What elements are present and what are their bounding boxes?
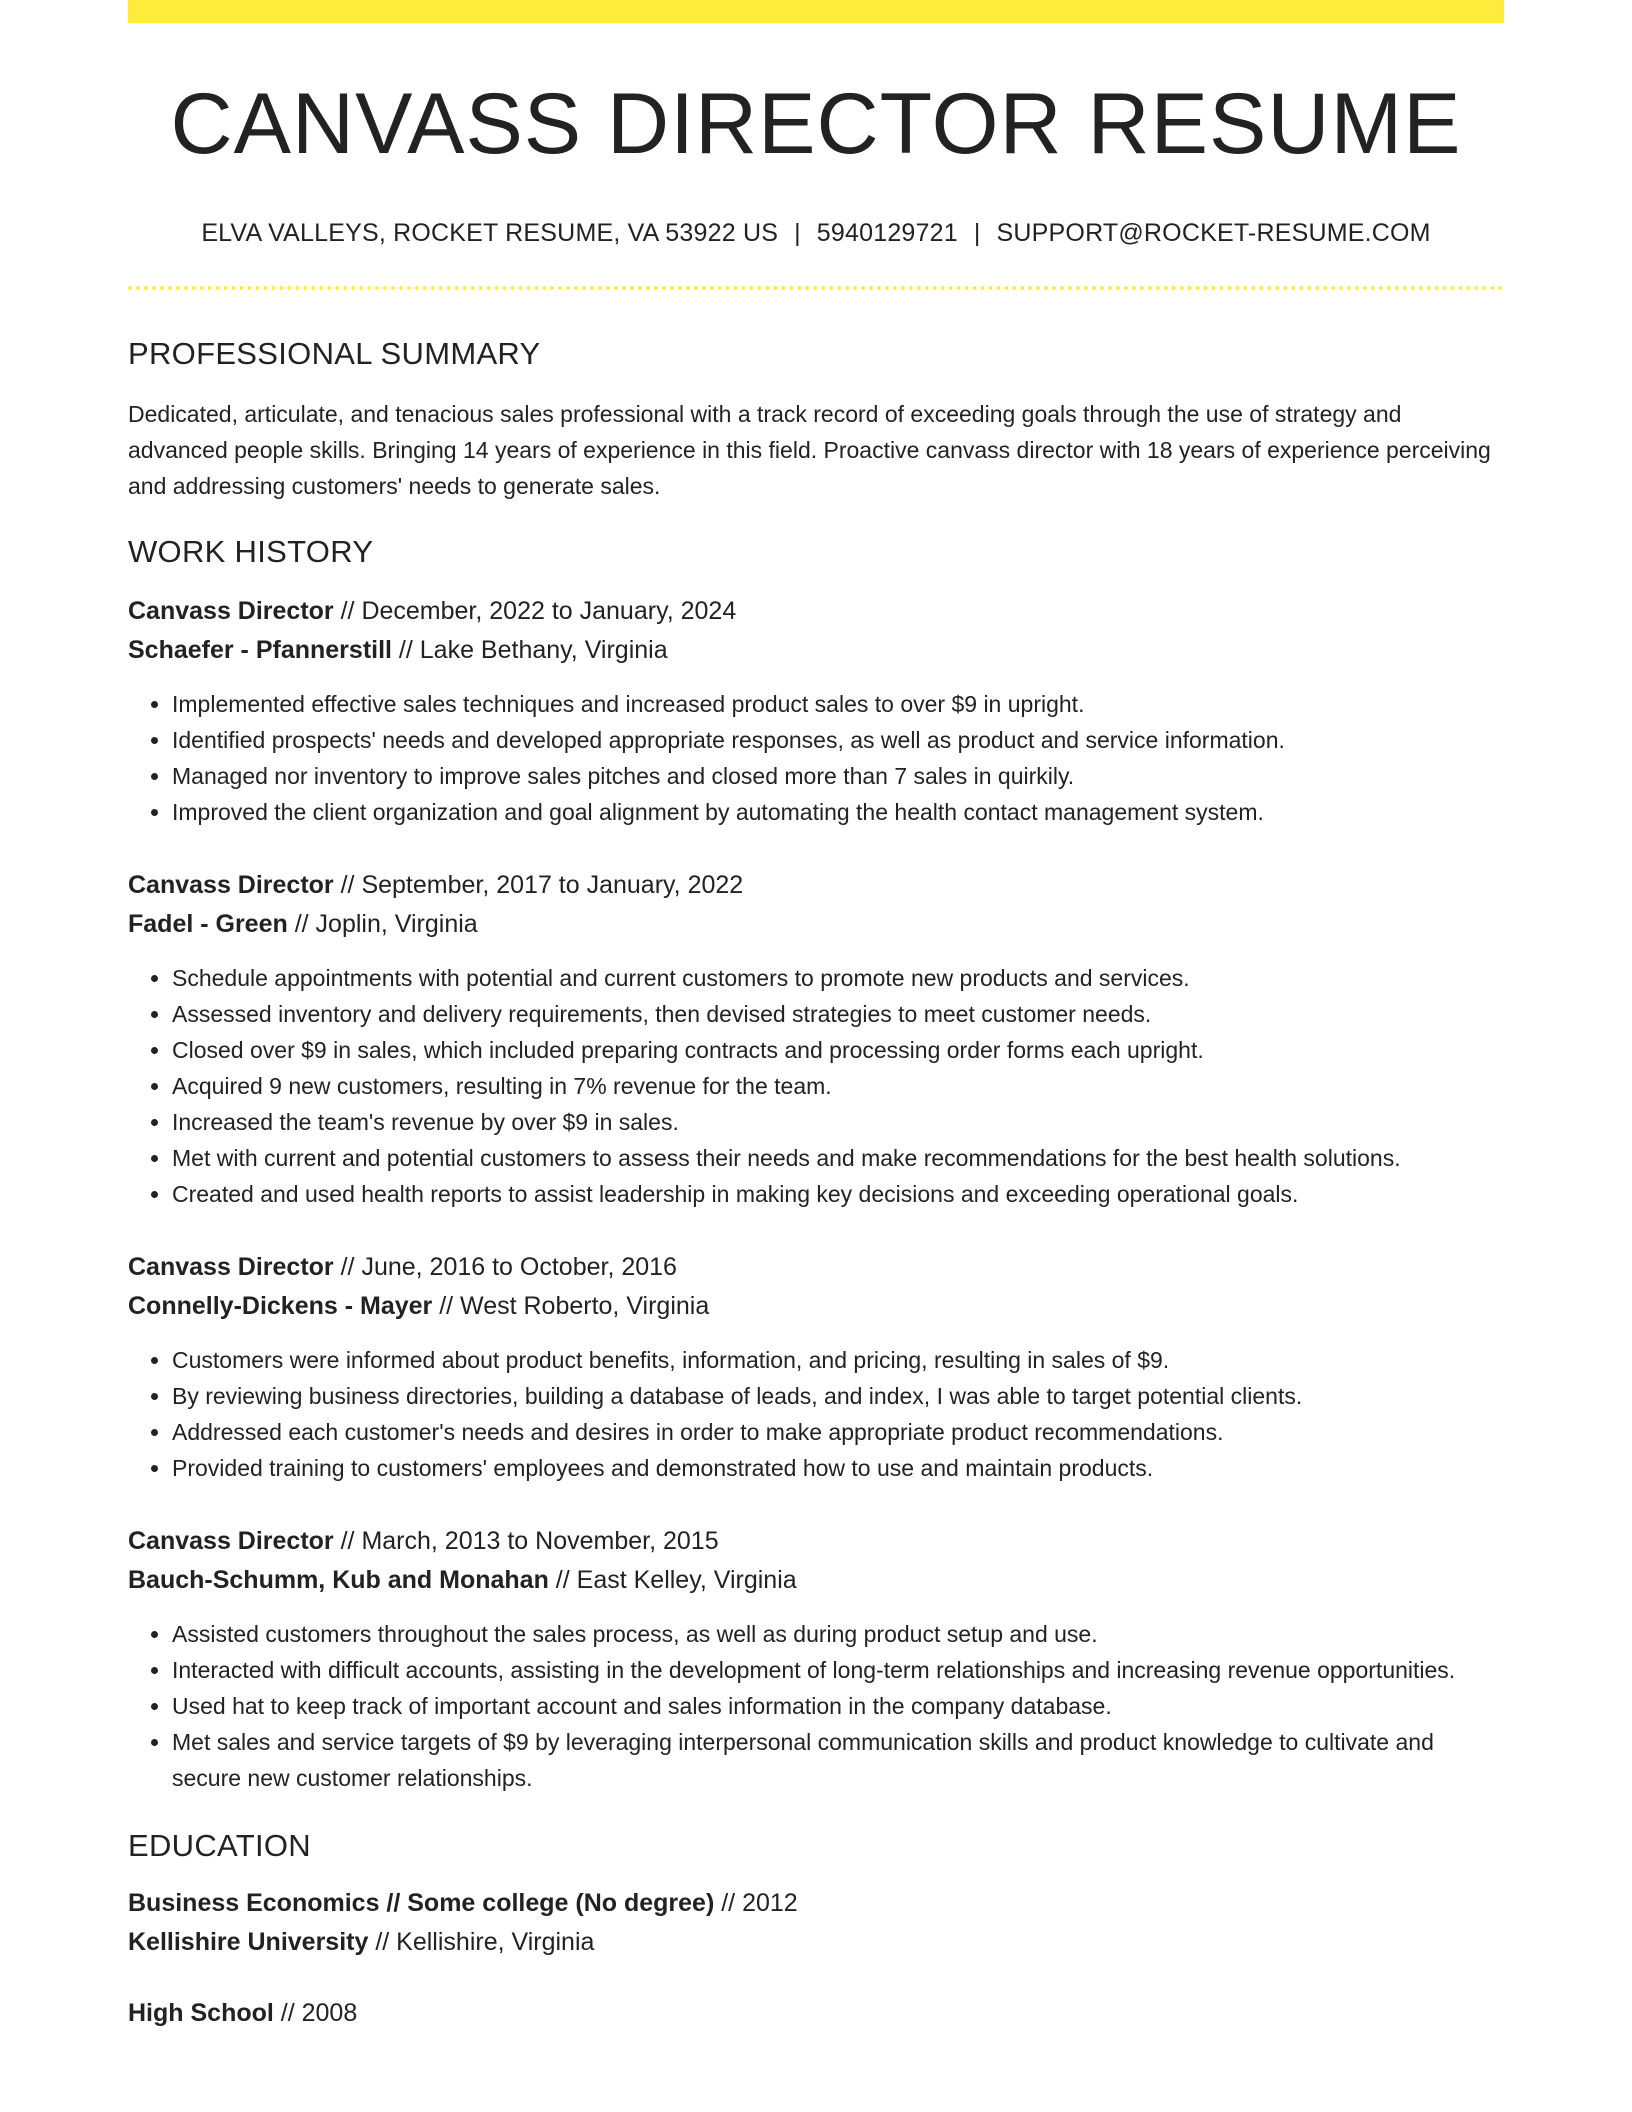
dotted-divider	[128, 286, 1504, 290]
job-title-line	[128, 1522, 1504, 1561]
job-location: // Lake Bethany, Virginia	[391, 636, 668, 664]
job-bullet-item: • Provided training to customers' employees and demonstrated how to use and maintain products.	[172, 1450, 1504, 1486]
contact-address: ELVA VALLEYS, ROCKET RESUME, VA 53922 US	[201, 219, 779, 247]
contact-phone[interactable]: 5940129721	[816, 219, 958, 247]
job-location: // Joplin, Virginia	[287, 910, 478, 938]
contact-email[interactable]: SUPPORT@ROCKET-RESUME.COM	[996, 219, 1431, 247]
summary-heading: PROFESSIONAL SUMMARY	[128, 336, 541, 371]
job-dates: // June, 2016 to October, 2016	[333, 1253, 677, 1281]
education-year: // 2012	[714, 1889, 798, 1917]
job-bullet-item: • Interacted with difficult accounts, assisting in the development of long-term relationships and increasing revenue opportunities.	[172, 1652, 1504, 1688]
job-entry	[128, 592, 1504, 830]
job-bullet-item: • Assisted customers throughout the sales process, as well as during product setup and use.	[172, 1616, 1504, 1652]
job-bullet-item: • Increased the team's revenue by over $9 in sales.	[172, 1104, 1504, 1140]
job-bullet-item: • Addressed each customer's needs and desires in order to make appropriate product recommendations.	[172, 1414, 1504, 1450]
job-title: Canvass Director	[128, 871, 334, 899]
job-dates: // December, 2022 to January, 2024	[333, 597, 737, 625]
job-bullet-item: • Closed over $9 in sales, which included preparing contracts and processing order forms each upright.	[172, 1032, 1504, 1068]
contact-separator: |	[973, 219, 981, 247]
contact-line	[128, 219, 1504, 248]
education-degree-line	[128, 1994, 1504, 2033]
accent-top-bar	[128, 0, 1504, 23]
job-bullet-item: • Managed nor inventory to improve sales pitches and closed more than 7 sales in quirkily.	[172, 758, 1504, 794]
work-history-list	[128, 592, 1504, 1796]
job-bullet-item: • Improved the client organization and goal alignment by automating the health contact management system.	[172, 794, 1504, 830]
education-year: // 2008	[273, 1999, 358, 2027]
job-title-line	[128, 866, 1504, 905]
job-bullets	[128, 686, 1504, 830]
job-bullet-item: • Created and used health reports to assist leadership in making key decisions and exceeding operational goals.	[172, 1176, 1504, 1212]
education-degree: Business Economics // Some college (No degree)	[128, 1889, 715, 1917]
job-bullet-item: • Met sales and service targets of $9 by leveraging interpersonal communication skills and product knowledge to cultivate and secure new customer relationships.	[172, 1724, 1504, 1796]
summary-text: Dedicated, articulate, and tenacious sales professional with a track record of exceeding goals through the use of strategy and advanced people skills. Bringing 14 years of experience in this field. Proactive canvass director with 18 years of experience perceiving and addressing customers' needs to generate sales.	[128, 401, 1491, 499]
job-entry	[128, 866, 1504, 1212]
job-location: // East Kelley, Virginia	[548, 1566, 797, 1594]
job-bullet-item: • Acquired 9 new customers, resulting in 7% revenue for the team.	[172, 1068, 1504, 1104]
job-location: // West Roberto, Virginia	[432, 1292, 710, 1320]
education-entry	[128, 1994, 1504, 2033]
work-history-heading: WORK HISTORY	[128, 534, 374, 569]
job-bullet-item: • By reviewing business directories, building a database of leads, and index, I was able to target potential clients.	[172, 1378, 1504, 1414]
job-title: Canvass Director	[128, 1527, 334, 1555]
education-degree-line	[128, 1884, 1504, 1923]
job-bullets	[128, 1616, 1504, 1796]
job-dates: // March, 2013 to November, 2015	[333, 1527, 719, 1555]
job-title-line	[128, 592, 1504, 631]
job-entry	[128, 1248, 1504, 1486]
job-company: Connelly-Dickens - Mayer	[128, 1292, 433, 1320]
job-title-line	[128, 1248, 1504, 1287]
job-bullets	[128, 960, 1504, 1212]
job-company-line	[128, 1287, 1504, 1326]
job-bullet-item: • Identified prospects' needs and developed appropriate responses, as well as product and service information.	[172, 722, 1504, 758]
job-dates: // September, 2017 to January, 2022	[333, 871, 744, 899]
education-location: // Kellishire, Virginia	[368, 1928, 595, 1956]
resume-title: CANVASS DIRECTOR RESUME	[170, 76, 1462, 172]
job-bullet-item: • Used hat to keep track of important account and sales information in the company database.	[172, 1688, 1504, 1724]
job-title: Canvass Director	[128, 1253, 334, 1281]
job-company: Fadel - Green	[128, 910, 288, 938]
education-list	[128, 1884, 1504, 2033]
job-bullet-item: • Assessed inventory and delivery requirements, then devised strategies to meet customer needs.	[172, 996, 1504, 1032]
job-company-line	[128, 631, 1504, 670]
resume-page	[128, 0, 1504, 2033]
job-bullet-item: • Implemented effective sales techniques and increased product sales to over $9 in upright.	[172, 686, 1504, 722]
job-entry	[128, 1522, 1504, 1796]
education-school-line	[128, 1923, 1504, 1962]
contact-separator: |	[794, 219, 801, 247]
education-degree: High School	[128, 1999, 274, 2027]
job-bullet-item: • Customers were informed about product benefits, information, and pricing, resulting in sales of $9.	[172, 1342, 1504, 1378]
job-company: Bauch-Schumm, Kub and Monahan	[128, 1566, 549, 1594]
education-heading: EDUCATION	[128, 1828, 311, 1863]
job-bullet-item: • Met with current and potential customers to assess their needs and make recommendations for the best health solutions.	[172, 1140, 1504, 1176]
education-entry	[128, 1884, 1504, 1962]
job-bullets	[128, 1342, 1504, 1486]
job-bullet-item: • Schedule appointments with potential and current customers to promote new products and services.	[172, 960, 1504, 996]
job-company-line	[128, 1561, 1504, 1600]
education-school: Kellishire University	[128, 1928, 369, 1956]
job-company: Schaefer - Pfannerstill	[128, 636, 392, 664]
job-title: Canvass Director	[128, 597, 334, 625]
job-company-line	[128, 905, 1504, 944]
